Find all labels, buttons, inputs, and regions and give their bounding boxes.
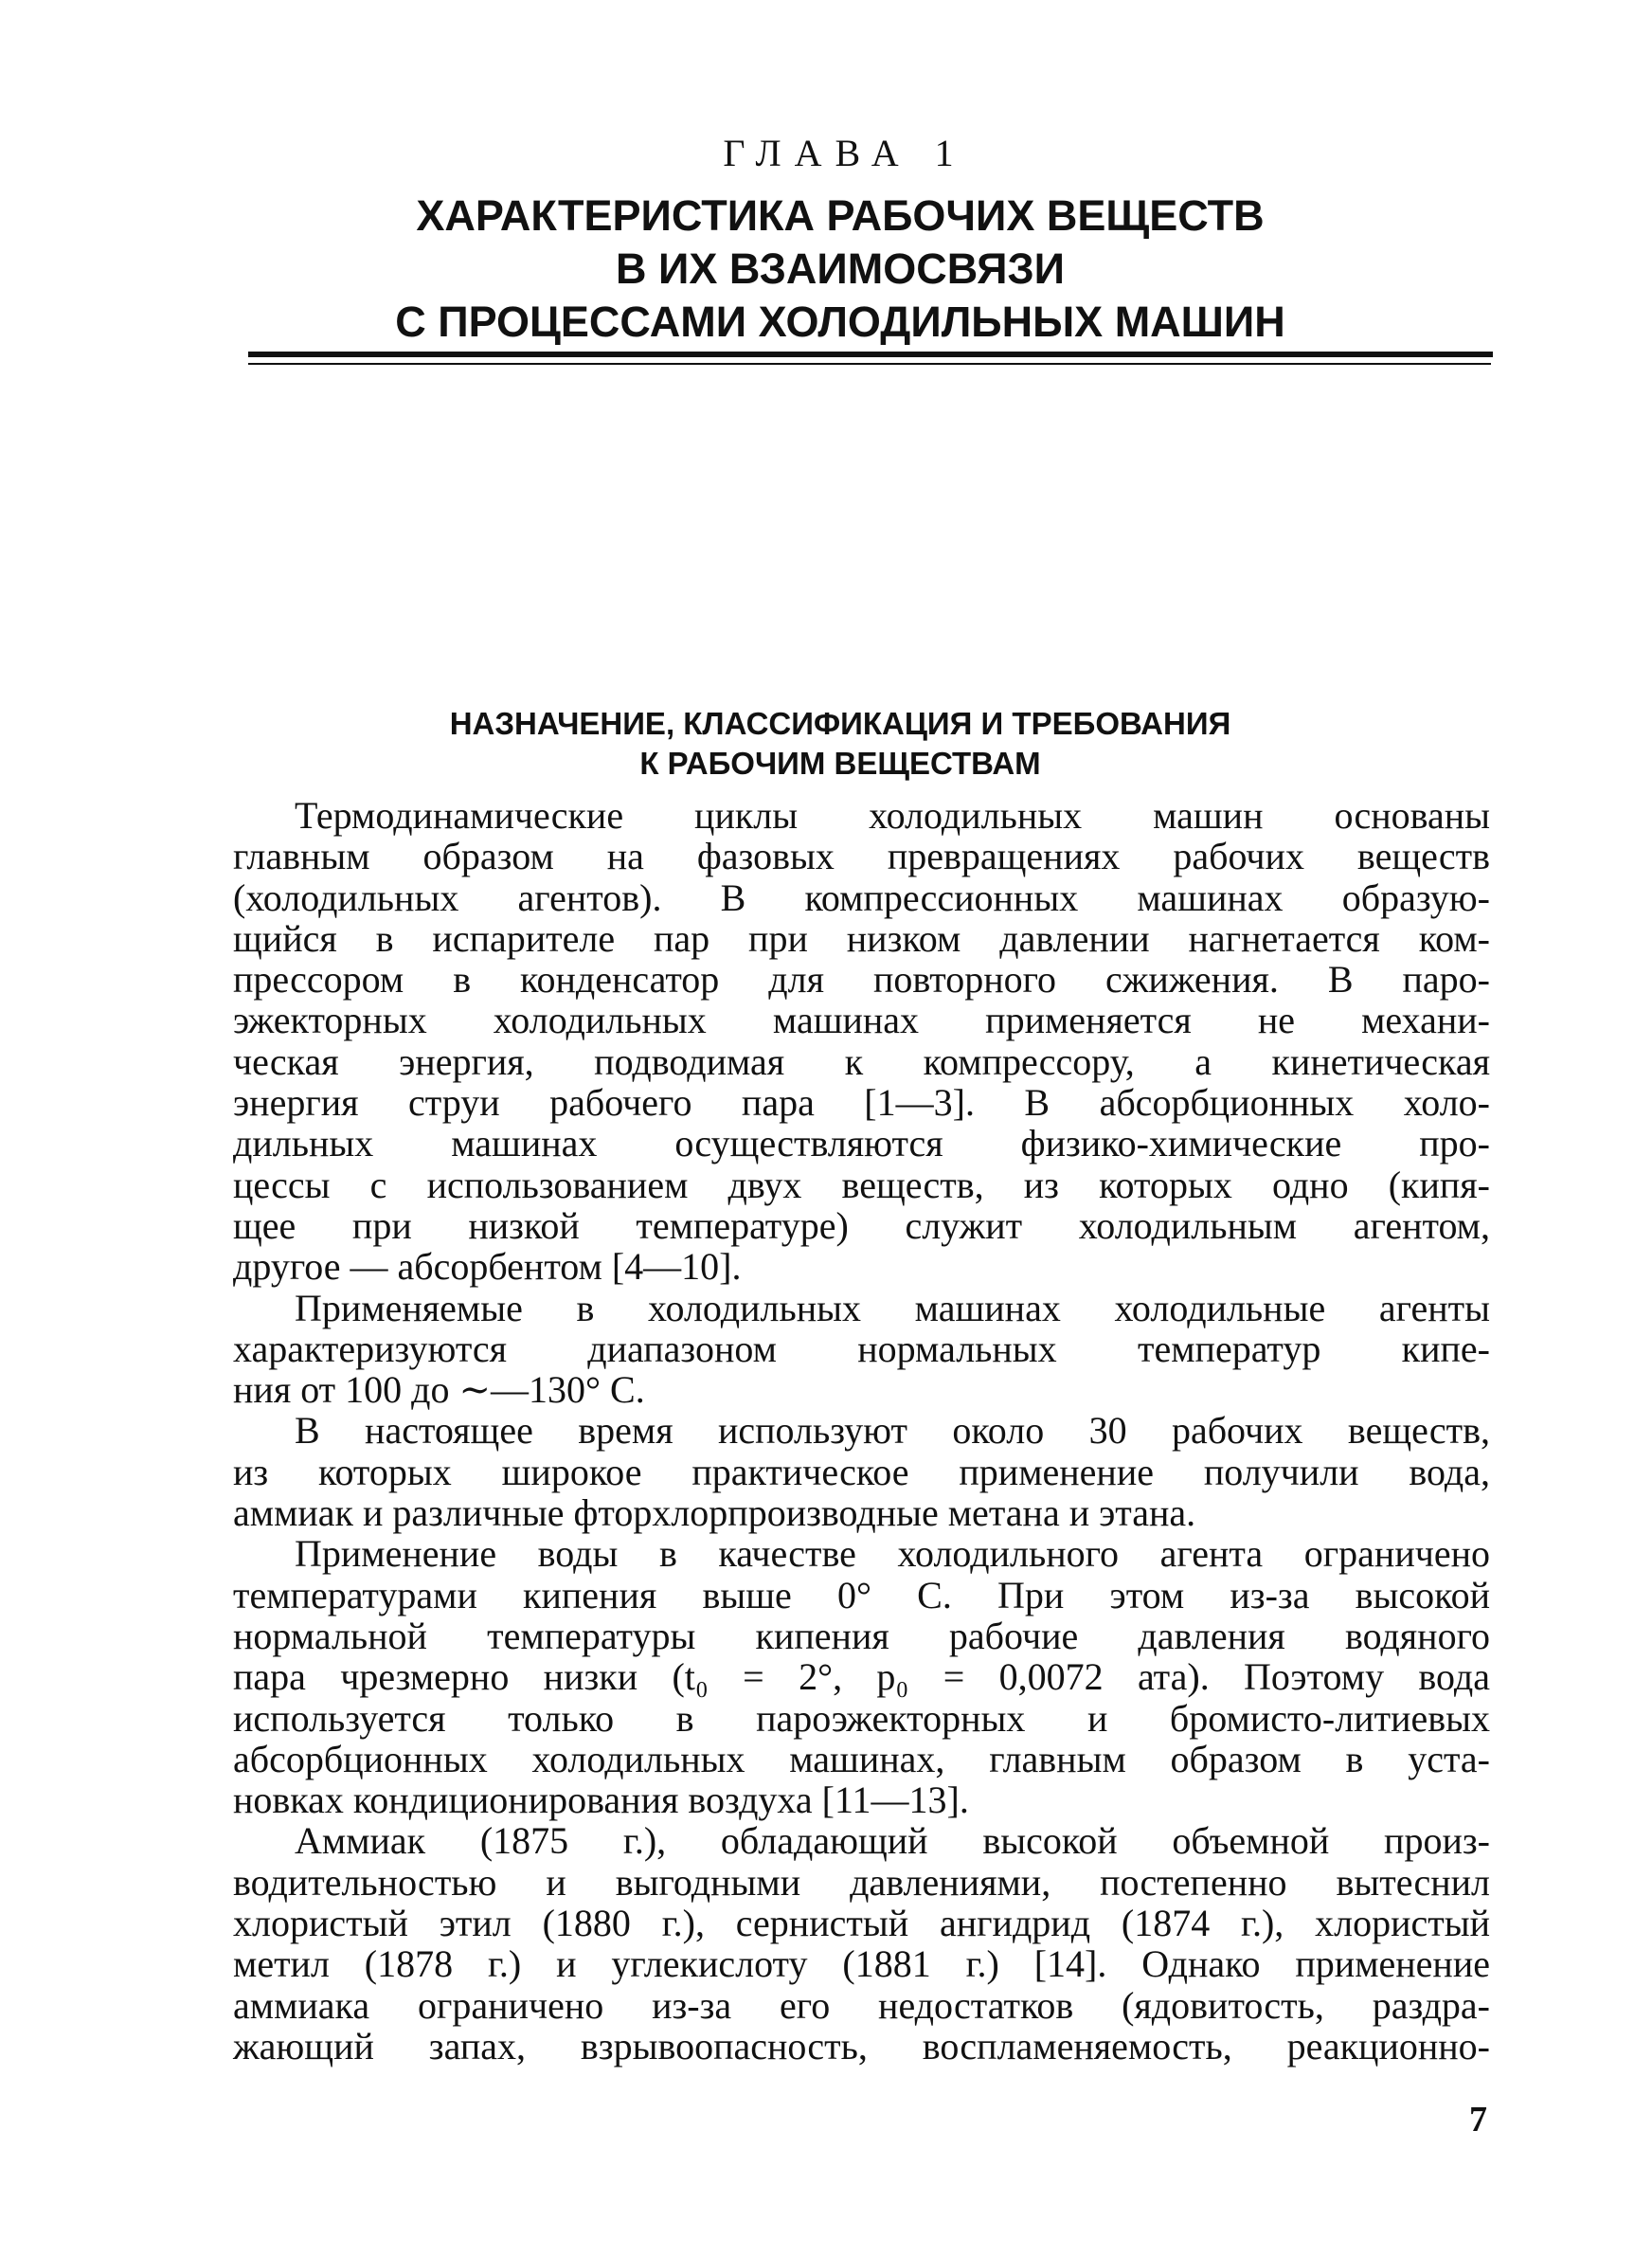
text-line: температурами кипения выше 0° С. При этом из-за высокой <box>233 1573 1490 1616</box>
paragraph <box>233 1288 1490 1411</box>
text-line: нормальной температуры кипения рабочие давления водяного <box>233 1614 1490 1657</box>
text-line: используется только в пароэжекторных и бромисто-литиевых <box>233 1696 1490 1740</box>
text-line: щее при низкой температуре) служит холодильным агентом, <box>233 1203 1490 1247</box>
text-line: аммиака ограничено из-за его недостатков (ядовитость, раздра- <box>233 1983 1490 2027</box>
body-text <box>233 795 1490 2067</box>
text-line: другое — абсорбентом [4—10]. <box>233 1245 742 1289</box>
text-line: В настоящее время используют около 30 рабочих веществ, <box>295 1409 1490 1453</box>
text-line: хлористый этил (1880 г.), сернистый ангидрид (1874 г.), хлористый <box>233 1902 1490 1945</box>
text-line: жающий запах, взрывоопасность, воспламеняемость, реакционно- <box>233 2024 1490 2067</box>
chapter-title-line: В ИХ ВЗАИМОСВЯЗИ <box>615 244 1066 293</box>
chapter-title <box>0 190 1652 349</box>
text-line: энергия струи рабочего пара [1—3]. В абсорбционных холо- <box>233 1081 1490 1125</box>
chapter-title-line: С ПРОЦЕССАМИ ХОЛОДИЛЬНЫХ МАШИН <box>395 298 1285 346</box>
section-title <box>0 704 1652 784</box>
paragraph <box>233 1410 1490 1533</box>
text-line: Применяемые в холодильных машинах холодильные агенты <box>295 1286 1490 1329</box>
title-divider-thin <box>248 363 1491 365</box>
paragraph <box>233 795 1490 1288</box>
text-line: новках кондиционирования воздуха [11—13]. <box>233 1779 969 1822</box>
text-line: Термодинамические циклы холодильных машин основаны <box>295 794 1490 837</box>
text-line: главным образом на фазовых превращениях рабочих веществ <box>233 835 1490 878</box>
text-line: ческая энергия, подводимая к компрессору, а кинетическая <box>233 1039 1490 1083</box>
text-line: ния от 100 до ∼—130° С. <box>233 1368 645 1412</box>
section-title-line: К РАБОЧИМ ВЕЩЕСТВАМ <box>639 746 1041 781</box>
title-divider-thick <box>248 352 1493 357</box>
text-line: из которых широкое практическое применение получили вода, <box>233 1450 1490 1493</box>
text-line: цессы с использованием двух веществ, из которых одно (кипя- <box>233 1163 1490 1206</box>
text-line: эжекторных холодильных машинах применяется не механи- <box>233 999 1490 1042</box>
text-line: характеризуются диапазоном нормальных температур кипе- <box>233 1327 1490 1370</box>
text-line: пара чрезмерно низки (t₀ = 2°, p₀ = 0,0072 ата). Поэтому вода <box>233 1655 1490 1699</box>
text-line: абсорбционных холодильных машинах, главным образом в уста- <box>233 1737 1490 1780</box>
text-line: дильных машинах осуществляются физико-химические про- <box>233 1122 1490 1165</box>
chapter-title-line: ХАРАКТЕРИСТИКА РАБОЧИХ ВЕЩЕСТВ <box>416 191 1265 240</box>
paragraph <box>233 1533 1490 1820</box>
chapter-label: ГЛАВА 1 <box>723 132 967 174</box>
text-line: аммиак и различные фторхлорпроизводные метана и этана. <box>233 1491 1196 1535</box>
page-number: 7 <box>1469 2100 1487 2140</box>
text-line: щийся в испарителе пар при низком давлении нагнетается ком- <box>233 916 1490 960</box>
section-title-line: НАЗНАЧЕНИЕ, КЛАССИФИКАЦИЯ И ТРЕБОВАНИЯ <box>449 706 1231 741</box>
text-line: прессором в конденсатор для повторного сжижения. В паро- <box>233 958 1490 1002</box>
text-line: метил (1878 г.) и углекислоту (1881 г.) [14]. Однако применение <box>233 1942 1490 1986</box>
text-line: Применение воды в качестве холодильного агента ограничено <box>295 1532 1490 1576</box>
text-line: водительностью и выгодными давлениями, постепенно вытеснил <box>233 1860 1490 1904</box>
text-line: (холодильных агентов). В компрессионных машинах образую- <box>233 876 1490 919</box>
text-line: Аммиак (1875 г.), обладающий высокой объемной произ- <box>295 1819 1490 1863</box>
paragraph <box>233 1820 1490 2067</box>
